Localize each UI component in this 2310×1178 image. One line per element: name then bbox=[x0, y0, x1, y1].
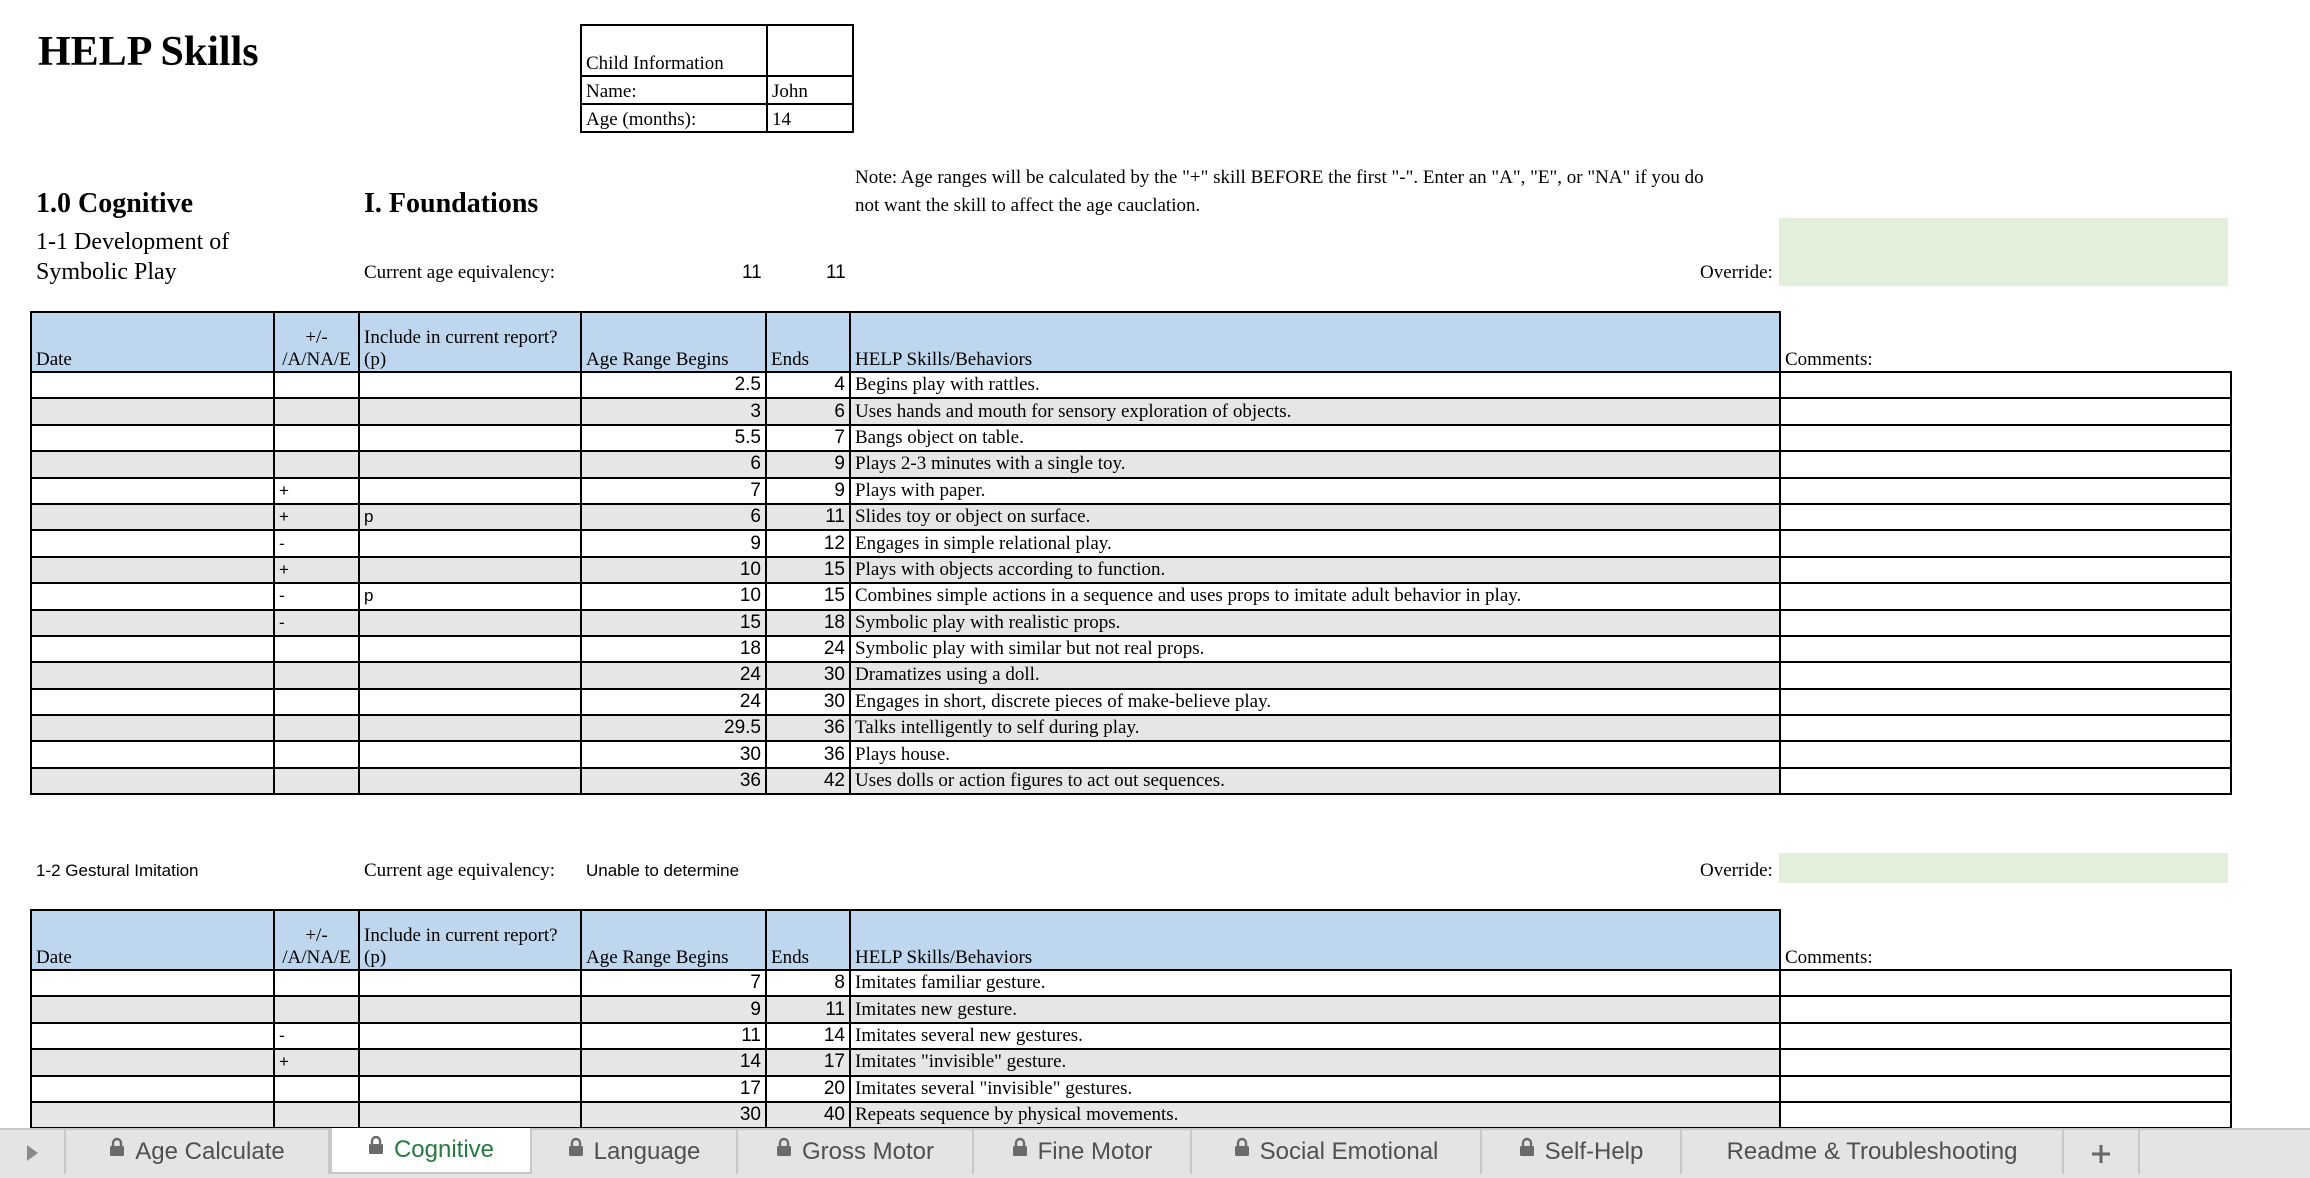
skill-cell[interactable]: Imitates new gesture. bbox=[850, 996, 1780, 1022]
lock-icon bbox=[1012, 1128, 1028, 1172]
date-cell[interactable] bbox=[31, 425, 274, 451]
mark-cell[interactable] bbox=[274, 1102, 359, 1128]
tab-social-emotional[interactable] bbox=[1192, 1130, 1482, 1174]
age-begins-cell[interactable]: 6 bbox=[581, 504, 766, 530]
age-ends-cell[interactable]: 15 bbox=[766, 583, 850, 609]
date-cell[interactable] bbox=[31, 689, 274, 715]
age-ends-cell[interactable]: 40 bbox=[766, 1102, 850, 1128]
skill-cell[interactable]: Plays with paper. bbox=[850, 478, 1780, 504]
mark-cell[interactable] bbox=[274, 768, 359, 794]
section1-table-body bbox=[31, 372, 2231, 794]
table-row bbox=[31, 1102, 2231, 1128]
mark-cell[interactable]: - bbox=[274, 1023, 359, 1049]
age-ends-cell[interactable]: 20 bbox=[766, 1076, 850, 1102]
skill-cell[interactable]: Dramatizes using a doll. bbox=[850, 662, 1780, 688]
note-line-1: Note: Age ranges will be calculated by the "+" skill BEFORE the first "-". Enter an "A", "E", or "NA" if you do bbox=[855, 167, 1704, 188]
date-cell[interactable] bbox=[31, 610, 274, 636]
age-begins-cell[interactable]: 9 bbox=[581, 530, 766, 556]
skill-cell[interactable]: Plays with objects according to function. bbox=[850, 557, 1780, 583]
age-ends-cell[interactable]: 36 bbox=[766, 715, 850, 741]
report-cell[interactable] bbox=[359, 970, 581, 996]
mark-cell[interactable]: - bbox=[274, 610, 359, 636]
skill-cell[interactable]: Repeats sequence by physical movements. bbox=[850, 1102, 1780, 1128]
page-title: HELP Skills bbox=[38, 29, 259, 75]
mark-cell[interactable]: - bbox=[274, 583, 359, 609]
section2-skills-table bbox=[30, 909, 2232, 1129]
play-icon bbox=[25, 1144, 39, 1162]
report-cell[interactable] bbox=[359, 425, 581, 451]
section2-override-input[interactable] bbox=[1779, 853, 2228, 883]
tab-label: Language bbox=[593, 1138, 701, 1165]
table-row bbox=[31, 662, 2231, 688]
mark-cell[interactable] bbox=[274, 715, 359, 741]
report-cell[interactable] bbox=[359, 662, 581, 688]
comments-cell[interactable] bbox=[1780, 398, 2231, 424]
report-header-line-1: Include in current report? bbox=[364, 925, 558, 946]
mark-cell[interactable] bbox=[274, 996, 359, 1022]
tab-label: Gross Motor bbox=[801, 1138, 935, 1165]
section2-age-equivalency-value: Unable to determine bbox=[586, 861, 740, 880]
date-cell[interactable] bbox=[31, 996, 274, 1022]
comments-cell[interactable] bbox=[1780, 451, 2231, 477]
date-cell[interactable] bbox=[31, 1102, 274, 1128]
foundation-heading: I. Foundations bbox=[364, 188, 539, 219]
comments-column-header: Comments: bbox=[1780, 910, 2231, 970]
report-cell[interactable] bbox=[359, 768, 581, 794]
age-ends-cell[interactable]: 9 bbox=[766, 478, 850, 504]
comments-cell[interactable] bbox=[1780, 478, 2231, 504]
date-cell[interactable] bbox=[31, 451, 274, 477]
age-begins-cell[interactable]: 15 bbox=[581, 610, 766, 636]
date-cell[interactable] bbox=[31, 636, 274, 662]
skill-cell[interactable]: Imitates several new gestures. bbox=[850, 1023, 1780, 1049]
table-header-row bbox=[31, 312, 2231, 372]
comments-cell[interactable] bbox=[1780, 372, 2231, 398]
section2-age-equivalency-label: Current age equivalency: bbox=[364, 860, 555, 881]
table-row bbox=[31, 557, 2231, 583]
skills-column-header: HELP Skills/Behaviors bbox=[850, 312, 1780, 372]
date-cell[interactable] bbox=[31, 583, 274, 609]
section1-override-label: Override: bbox=[1700, 262, 1773, 283]
table-row bbox=[31, 1076, 2231, 1102]
age-begins-cell[interactable]: 36 bbox=[581, 768, 766, 794]
mark-header-line-1: +/- bbox=[305, 925, 328, 946]
skill-cell[interactable]: Plays 2-3 minutes with a single toy. bbox=[850, 451, 1780, 477]
skill-cell[interactable]: Plays house. bbox=[850, 741, 1780, 767]
report-cell[interactable] bbox=[359, 451, 581, 477]
age-begins-cell[interactable]: 10 bbox=[581, 583, 766, 609]
report-column-header bbox=[359, 910, 581, 970]
date-cell[interactable] bbox=[31, 1023, 274, 1049]
table-row bbox=[31, 768, 2231, 794]
mark-cell[interactable] bbox=[274, 741, 359, 767]
tab-language[interactable] bbox=[532, 1130, 738, 1174]
report-cell[interactable] bbox=[359, 1023, 581, 1049]
table-row bbox=[31, 741, 2231, 767]
age-begins-cell[interactable]: 11 bbox=[581, 1023, 766, 1049]
date-cell[interactable] bbox=[31, 1049, 274, 1075]
tab-cognitive[interactable] bbox=[330, 1128, 532, 1174]
report-header-line-2: (p) bbox=[364, 947, 387, 968]
comments-cell[interactable] bbox=[1780, 530, 2231, 556]
age-ends-cell[interactable]: 36 bbox=[766, 741, 850, 767]
tab-age-calculate[interactable] bbox=[66, 1130, 330, 1174]
report-cell[interactable] bbox=[359, 715, 581, 741]
date-cell[interactable] bbox=[31, 970, 274, 996]
age-begins-cell[interactable]: 7 bbox=[581, 970, 766, 996]
date-cell[interactable] bbox=[31, 398, 274, 424]
comments-cell[interactable] bbox=[1780, 768, 2231, 794]
skill-cell[interactable]: Begins play with rattles. bbox=[850, 372, 1780, 398]
tab-label: Fine Motor bbox=[1037, 1138, 1153, 1165]
tab-gross-motor[interactable] bbox=[738, 1130, 974, 1174]
age-begins-cell[interactable]: 6 bbox=[581, 451, 766, 477]
age-ends-cell[interactable]: 30 bbox=[766, 689, 850, 715]
age-begins-cell[interactable]: 14 bbox=[581, 1049, 766, 1075]
tab-label: Age Calculate bbox=[135, 1138, 285, 1165]
table-row bbox=[31, 425, 2231, 451]
age-ends-cell[interactable]: 24 bbox=[766, 636, 850, 662]
comments-cell[interactable] bbox=[1780, 583, 2231, 609]
section1-age-equivalency-label: Current age equivalency: bbox=[364, 262, 555, 283]
date-cell[interactable] bbox=[31, 478, 274, 504]
report-cell[interactable] bbox=[359, 398, 581, 424]
age-begins-cell[interactable]: 10 bbox=[581, 557, 766, 583]
sheet-tab-bar bbox=[0, 1128, 2310, 1178]
comments-cell[interactable] bbox=[1780, 636, 2231, 662]
report-header-line-2: (p) bbox=[364, 349, 387, 370]
table-row bbox=[31, 1023, 2231, 1049]
comments-cell[interactable] bbox=[1780, 715, 2231, 741]
child-info-header[interactable]: Child Information bbox=[581, 25, 767, 76]
mark-header-line-2: /A/NA/E bbox=[282, 349, 351, 370]
skill-cell[interactable]: Symbolic play with realistic props. bbox=[850, 610, 1780, 636]
tab-label: Cognitive bbox=[393, 1136, 495, 1163]
skill-cell[interactable]: Imitates familiar gesture. bbox=[850, 970, 1780, 996]
mark-cell[interactable] bbox=[274, 398, 359, 424]
table-row bbox=[31, 715, 2231, 741]
age-ends-cell[interactable]: 14 bbox=[766, 1023, 850, 1049]
age-ends-cell[interactable]: 12 bbox=[766, 530, 850, 556]
mark-cell[interactable] bbox=[274, 689, 359, 715]
scroll-tabs-button[interactable] bbox=[0, 1130, 66, 1174]
age-begins-cell[interactable]: 2.5 bbox=[581, 372, 766, 398]
age-begins-cell[interactable]: 24 bbox=[581, 662, 766, 688]
mark-cell[interactable]: - bbox=[274, 530, 359, 556]
skill-cell[interactable]: Engages in simple relational play. bbox=[850, 530, 1780, 556]
section1-age-equivalency-value: 11 bbox=[742, 262, 762, 283]
age-begins-column-header: Age Range Begins bbox=[581, 910, 766, 970]
age-begins-cell[interactable]: 24 bbox=[581, 689, 766, 715]
skill-cell[interactable]: Talks intelligently to self during play. bbox=[850, 715, 1780, 741]
date-cell[interactable] bbox=[31, 1076, 274, 1102]
tab-self-help[interactable] bbox=[1482, 1130, 1682, 1174]
age-begins-cell[interactable]: 17 bbox=[581, 1076, 766, 1102]
mark-cell[interactable] bbox=[274, 451, 359, 477]
report-header-line-1: Include in current report? bbox=[364, 327, 558, 348]
comments-cell[interactable] bbox=[1780, 504, 2231, 530]
date-cell[interactable] bbox=[31, 530, 274, 556]
section2-table-body bbox=[31, 970, 2231, 1128]
mark-cell[interactable]: + bbox=[274, 557, 359, 583]
tab-fine-motor[interactable] bbox=[974, 1130, 1192, 1174]
section1-age-equivalency-value-2: 11 bbox=[826, 262, 846, 283]
table-row bbox=[31, 372, 2231, 398]
date-column-header: Date bbox=[31, 910, 274, 970]
mark-cell[interactable] bbox=[274, 425, 359, 451]
skill-cell[interactable]: Imitates "invisible" gesture. bbox=[850, 1049, 1780, 1075]
lock-icon bbox=[776, 1128, 792, 1172]
date-cell[interactable] bbox=[31, 715, 274, 741]
age-label[interactable]: Age (months): bbox=[581, 104, 767, 132]
age-ends-cell[interactable]: 6 bbox=[766, 398, 850, 424]
add-sheet-button[interactable] bbox=[2064, 1130, 2140, 1174]
comments-cell[interactable] bbox=[1780, 557, 2231, 583]
skill-cell[interactable]: Uses dolls or action figures to act out sequences. bbox=[850, 768, 1780, 794]
report-cell[interactable] bbox=[359, 557, 581, 583]
section1-name-line-2: Symbolic Play bbox=[36, 259, 177, 285]
report-column-header bbox=[359, 312, 581, 372]
table-row bbox=[31, 996, 2231, 1022]
section1-name-line-1: 1-1 Development of bbox=[36, 229, 230, 255]
mark-header-line-1: +/- bbox=[305, 327, 328, 348]
table-row bbox=[31, 398, 2231, 424]
date-cell[interactable] bbox=[31, 741, 274, 767]
table-row bbox=[31, 451, 2231, 477]
mark-cell[interactable] bbox=[274, 970, 359, 996]
skill-cell[interactable]: Symbolic play with similar but not real props. bbox=[850, 636, 1780, 662]
age-value-cell[interactable]: 14 bbox=[767, 104, 853, 132]
name-label[interactable]: Name: bbox=[581, 76, 767, 104]
age-ends-cell[interactable]: 17 bbox=[766, 1049, 850, 1075]
child-info-table bbox=[580, 24, 854, 133]
age-begins-cell[interactable]: 7 bbox=[581, 478, 766, 504]
comments-cell[interactable] bbox=[1780, 425, 2231, 451]
tab-readme-troubleshooting[interactable] bbox=[1682, 1130, 2064, 1174]
age-ends-column-header: Ends bbox=[766, 910, 850, 970]
comments-cell[interactable] bbox=[1780, 1049, 2231, 1075]
skill-cell[interactable]: Imitates several "invisible" gestures. bbox=[850, 1076, 1780, 1102]
age-begins-cell[interactable]: 9 bbox=[581, 996, 766, 1022]
age-begins-cell[interactable]: 29.5 bbox=[581, 715, 766, 741]
date-cell[interactable] bbox=[31, 662, 274, 688]
age-begins-column-header: Age Range Begins bbox=[581, 312, 766, 372]
date-cell[interactable] bbox=[31, 504, 274, 530]
table-row bbox=[31, 1049, 2231, 1075]
table-row bbox=[31, 970, 2231, 996]
skill-cell[interactable]: Slides toy or object on surface. bbox=[850, 504, 1780, 530]
age-ends-column-header: Ends bbox=[766, 312, 850, 372]
report-cell[interactable]: p bbox=[359, 504, 581, 530]
table-header-row bbox=[31, 910, 2231, 970]
mark-column-header bbox=[274, 312, 359, 372]
age-ends-cell[interactable]: 8 bbox=[766, 970, 850, 996]
age-ends-cell[interactable]: 42 bbox=[766, 768, 850, 794]
age-begins-cell[interactable]: 30 bbox=[581, 1102, 766, 1128]
mark-header-line-2: /A/NA/E bbox=[282, 947, 351, 968]
report-cell[interactable] bbox=[359, 1076, 581, 1102]
comments-cell[interactable] bbox=[1780, 741, 2231, 767]
mark-cell[interactable] bbox=[274, 636, 359, 662]
age-ends-cell[interactable]: 15 bbox=[766, 557, 850, 583]
comments-cell[interactable] bbox=[1780, 1023, 2231, 1049]
lock-icon bbox=[368, 1126, 384, 1170]
report-cell[interactable]: p bbox=[359, 583, 581, 609]
table-row bbox=[31, 689, 2231, 715]
report-cell[interactable] bbox=[359, 1102, 581, 1128]
lock-icon bbox=[1234, 1128, 1250, 1172]
section1-override-input[interactable] bbox=[1779, 218, 2228, 286]
lock-icon bbox=[1519, 1128, 1535, 1172]
section1-skills-table bbox=[30, 311, 2232, 795]
report-cell[interactable] bbox=[359, 689, 581, 715]
mark-cell[interactable] bbox=[274, 1076, 359, 1102]
comments-cell[interactable] bbox=[1780, 1102, 2231, 1128]
report-cell[interactable] bbox=[359, 372, 581, 398]
tab-label: Self-Help bbox=[1544, 1138, 1644, 1165]
mark-cell[interactable]: + bbox=[274, 478, 359, 504]
report-cell[interactable] bbox=[359, 530, 581, 556]
comments-cell[interactable] bbox=[1780, 996, 2231, 1022]
report-cell[interactable] bbox=[359, 610, 581, 636]
table-row bbox=[31, 478, 2231, 504]
child-info-blank-cell[interactable] bbox=[767, 25, 853, 76]
age-ends-cell[interactable]: 30 bbox=[766, 662, 850, 688]
mark-cell[interactable]: + bbox=[274, 504, 359, 530]
age-ends-cell[interactable]: 18 bbox=[766, 610, 850, 636]
report-cell[interactable] bbox=[359, 478, 581, 504]
report-cell[interactable] bbox=[359, 1049, 581, 1075]
date-column-header: Date bbox=[31, 312, 274, 372]
mark-cell[interactable] bbox=[274, 662, 359, 688]
tab-label: Social Emotional bbox=[1259, 1138, 1439, 1165]
skill-cell[interactable]: Uses hands and mouth for sensory exploration of objects. bbox=[850, 398, 1780, 424]
mark-column-header bbox=[274, 910, 359, 970]
skill-cell[interactable]: Engages in short, discrete pieces of make-believe play. bbox=[850, 689, 1780, 715]
report-cell[interactable] bbox=[359, 996, 581, 1022]
age-begins-cell[interactable]: 5.5 bbox=[581, 425, 766, 451]
report-cell[interactable] bbox=[359, 636, 581, 662]
date-cell[interactable] bbox=[31, 557, 274, 583]
comments-cell[interactable] bbox=[1780, 1076, 2231, 1102]
plus-icon bbox=[2090, 1143, 2112, 1165]
age-ends-cell[interactable]: 9 bbox=[766, 451, 850, 477]
mark-cell[interactable] bbox=[274, 372, 359, 398]
date-cell[interactable] bbox=[31, 372, 274, 398]
report-cell[interactable] bbox=[359, 741, 581, 767]
comments-cell[interactable] bbox=[1780, 689, 2231, 715]
age-ends-cell[interactable]: 7 bbox=[766, 425, 850, 451]
lock-icon bbox=[568, 1128, 584, 1172]
note-line-2: not want the skill to affect the age cauclation. bbox=[855, 195, 1201, 216]
age-begins-cell[interactable]: 3 bbox=[581, 398, 766, 424]
table-row bbox=[31, 530, 2231, 556]
name-value-cell[interactable]: John bbox=[767, 76, 853, 104]
tab-label: Readme & Troubleshooting bbox=[1726, 1138, 2018, 1165]
table-row bbox=[31, 610, 2231, 636]
comments-cell[interactable] bbox=[1780, 662, 2231, 688]
skills-column-header: HELP Skills/Behaviors bbox=[850, 910, 1780, 970]
date-cell[interactable] bbox=[31, 768, 274, 794]
table-row bbox=[31, 583, 2231, 609]
age-ends-cell[interactable]: 11 bbox=[766, 504, 850, 530]
age-begins-cell[interactable]: 30 bbox=[581, 741, 766, 767]
age-ends-cell[interactable]: 11 bbox=[766, 996, 850, 1022]
section2-name: 1-2 Gestural Imitation bbox=[36, 861, 199, 880]
skill-cell[interactable]: Bangs object on table. bbox=[850, 425, 1780, 451]
comments-cell[interactable] bbox=[1780, 970, 2231, 996]
mark-cell[interactable]: + bbox=[274, 1049, 359, 1075]
lock-icon bbox=[109, 1128, 125, 1172]
age-ends-cell[interactable]: 4 bbox=[766, 372, 850, 398]
age-begins-cell[interactable]: 18 bbox=[581, 636, 766, 662]
skill-cell[interactable]: Combines simple actions in a sequence and uses props to imitate adult behavior in play. bbox=[850, 583, 1780, 609]
comments-column-header: Comments: bbox=[1780, 312, 2231, 372]
category-heading: 1.0 Cognitive bbox=[36, 188, 194, 219]
table-row bbox=[31, 636, 2231, 662]
section2-override-label: Override: bbox=[1700, 860, 1773, 881]
table-row bbox=[31, 504, 2231, 530]
comments-cell[interactable] bbox=[1780, 610, 2231, 636]
